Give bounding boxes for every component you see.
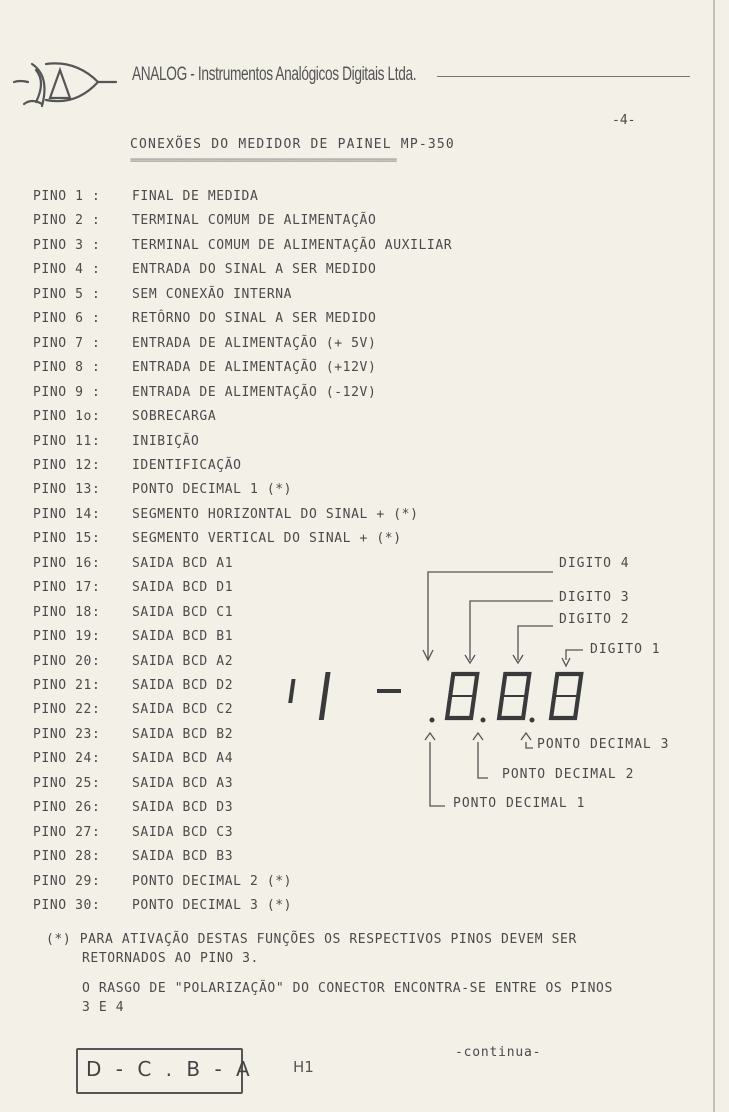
company-name: ANALOG - Instrumentos Analógicos Digitais Ltda. xyxy=(132,64,417,85)
pin-description: RETÔRNO DO SINAL A SER MEDIDO xyxy=(132,311,377,327)
pin-description: SEM CONEXÃO INTERNA xyxy=(132,286,293,302)
pin-description: ENTRADA DO SINAL A SER MEDIDO xyxy=(132,262,377,278)
handwritten-initials: H1 xyxy=(293,1058,314,1076)
decimal-point-2-label: PONTO DECIMAL 2 xyxy=(502,767,635,782)
pin-number: PINO 15: xyxy=(33,531,101,547)
pin-number: PINO 14: xyxy=(33,506,101,522)
decimal-point-3-label: PONTO DECIMAL 3 xyxy=(537,737,670,752)
pin-number: PINO 12: xyxy=(33,457,101,473)
pin-number: PINO 9 : xyxy=(33,384,101,400)
pin-number: PINO 26: xyxy=(33,800,101,816)
handwritten-stamp: D - C . B - A xyxy=(86,1057,254,1081)
pin-description: SAIDA BCD C3 xyxy=(132,824,234,840)
footnote-line-1: (*) PARA ATIVAÇÃO DESTAS FUNÇÕES OS RESPECTIVOS PINOS DEVEM SER xyxy=(46,932,577,947)
pin-description: SEGMENTO VERTICAL DO SINAL + (*) xyxy=(132,531,402,547)
pin-number: PINO 29: xyxy=(33,873,101,889)
continua-marker: -continua- xyxy=(455,1045,542,1060)
pin-description: ENTRADA DE ALIMENTAÇÃO (+ 5V) xyxy=(132,335,377,351)
pin-number: PINO 6 : xyxy=(33,311,101,327)
polarization-note-line-2: 3 E 4 xyxy=(82,1000,125,1015)
polarization-note-line-1: O RASGO DE "POLARIZAÇÃO" DO CONECTOR ENCONTRA-SE ENTRE OS PINOS xyxy=(82,981,613,996)
pin-description: SAIDA BCD C2 xyxy=(132,702,234,718)
pin-description: IDENTIFICAÇÃO xyxy=(132,457,242,473)
pin-description: SAIDA BCD B3 xyxy=(132,849,234,865)
pin-description: PONTO DECIMAL 2 (*) xyxy=(132,873,293,889)
pin-description: SAIDA BCD A2 xyxy=(132,653,234,669)
pin-number: PINO 11: xyxy=(33,433,101,449)
company-logo-icon xyxy=(6,52,118,112)
page-number: -4- xyxy=(612,113,636,128)
pin-description: SEGMENTO HORIZONTAL DO SINAL + (*) xyxy=(132,506,419,522)
pin-number: PINO 8 : xyxy=(33,360,101,376)
pin-number: PINO 4 : xyxy=(33,262,101,278)
pin-description: TERMINAL COMUM DE ALIMENTAÇÃO AUXILIAR xyxy=(132,237,453,253)
pin-description: PONTO DECIMAL 3 (*) xyxy=(132,898,293,913)
pin-description: SAIDA BCD A4 xyxy=(132,751,234,767)
pin-number: PINO 18: xyxy=(33,604,101,620)
pin-description: ENTRADA DE ALIMENTAÇÃO (-12V) xyxy=(132,384,377,400)
pin-description: SAIDA BCD D1 xyxy=(132,580,234,596)
pin-number: PINO 23: xyxy=(33,726,101,742)
pin-number: PINO 30: xyxy=(33,898,101,913)
pin-number: PINO 27: xyxy=(33,824,101,840)
pin-description: PONTO DECIMAL 1 (*) xyxy=(132,482,293,498)
pin-number: PINO 3 : xyxy=(33,237,101,253)
digit-1-label: DIGITO 1 xyxy=(590,642,661,657)
digit-2-label: DIGITO 2 xyxy=(559,612,630,627)
digit-4-label: DIGITO 4 xyxy=(559,556,630,571)
pin-number: PINO 19: xyxy=(33,629,101,645)
pin-number: PINO 7 : xyxy=(33,335,101,351)
pin-number: PINO 21: xyxy=(33,678,101,693)
digit-3-label: DIGITO 3 xyxy=(559,590,630,605)
pin-number: PINO 2 : xyxy=(33,213,101,229)
footnote-line-2: RETORNADOS AO PINO 3. xyxy=(82,951,259,966)
pin-description: SOBRECARGA xyxy=(132,409,217,424)
page-edge-line xyxy=(713,0,715,1112)
pin-description: INIBIÇÃO xyxy=(132,433,200,449)
pin-description: SAIDA BCD A3 xyxy=(132,775,234,791)
header-rule xyxy=(437,76,690,77)
pin-number: PINO 28: xyxy=(33,849,101,865)
pin-number: PINO 1 : xyxy=(33,189,101,204)
pin-description: SAIDA BCD B1 xyxy=(132,629,234,645)
title-underline: ===================================================== xyxy=(130,155,397,166)
pin-number: PINO 25: xyxy=(33,775,101,791)
pin-number: PINO 5 : xyxy=(33,286,101,302)
pin-number: PINO 24: xyxy=(33,751,101,767)
pin-description: SAIDA BCD B2 xyxy=(132,726,234,742)
pin-number: PINO 20: xyxy=(33,653,101,669)
pin-number: PINO 1o: xyxy=(33,409,101,424)
pin-description: SAIDA BCD D2 xyxy=(132,678,234,693)
pin-description: SAIDA BCD A1 xyxy=(132,555,234,571)
pin-number: PINO 22: xyxy=(33,702,101,718)
pin-description: SAIDA BCD D3 xyxy=(132,800,234,816)
document-title: CONEXÕES DO MEDIDOR DE PAINEL MP-350 xyxy=(130,137,455,152)
pin-description: ENTRADA DE ALIMENTAÇÃO (+12V) xyxy=(132,360,377,376)
pin-description: FINAL DE MEDIDA xyxy=(132,189,259,204)
pin-description: SAIDA BCD C1 xyxy=(132,604,234,620)
decimal-point-1-label: PONTO DECIMAL 1 xyxy=(453,796,586,811)
pin-description: TERMINAL COMUM DE ALIMENTAÇÃO xyxy=(132,213,377,229)
pin-number: PINO 17: xyxy=(33,580,101,596)
pin-number: PINO 16: xyxy=(33,555,101,571)
pin-number: PINO 13: xyxy=(33,482,101,498)
